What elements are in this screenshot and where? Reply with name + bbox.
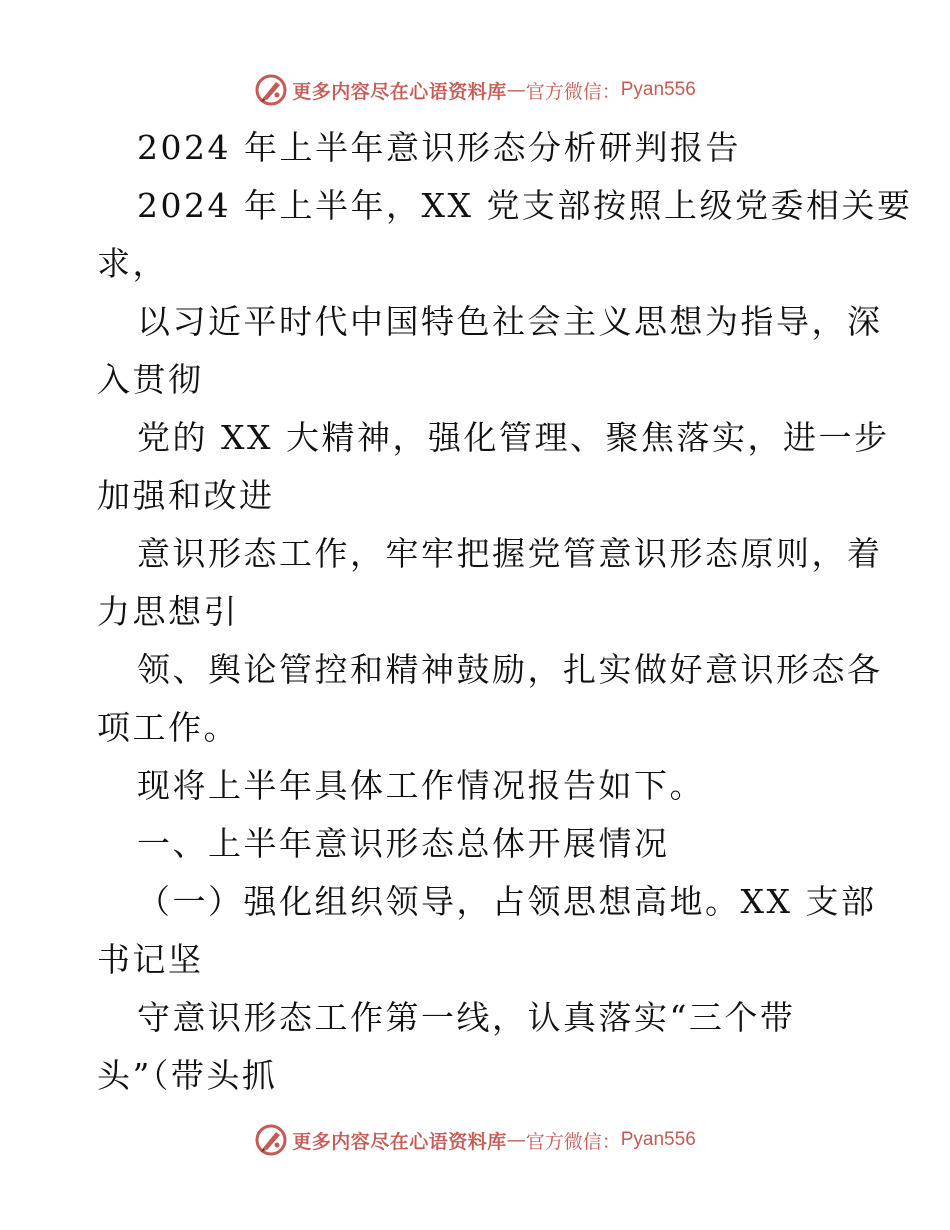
watermark-text: 更多内容尽在心语资料库 xyxy=(292,1130,507,1153)
section-heading: 一、上半年意识形态总体开展情况 xyxy=(137,824,670,863)
paragraph-line: 以习近平时代中国特色社会主义思想为指导，深 xyxy=(137,302,883,341)
footer-watermark xyxy=(0,1120,950,1160)
header-watermark xyxy=(0,70,950,110)
paragraph-line: 项工作。 xyxy=(97,708,239,747)
paragraph-line: 入贯彻 xyxy=(97,360,204,399)
paragraph-line: 力思想引 xyxy=(97,592,239,631)
watermark-contact: 官方微信： xyxy=(525,80,621,103)
paragraph-line: 党的 XX 大精神，强化管理、聚焦落实，进一步 xyxy=(137,418,890,457)
paragraph-line: 头”（带头抓 xyxy=(97,1056,278,1095)
watermark-handle: Pyan556 xyxy=(620,1129,696,1150)
paragraph-line: 现将上半年具体工作情况报告如下。 xyxy=(137,766,705,805)
watermark-separator: — xyxy=(506,1129,526,1151)
paragraph-line: 加强和改进 xyxy=(97,476,275,515)
paragraph-line: 书记坚 xyxy=(97,940,204,979)
pen-circle-logo-icon xyxy=(254,73,288,107)
watermark-separator: — xyxy=(506,79,526,101)
watermark-contact: 官方微信： xyxy=(525,1130,621,1153)
watermark-text: 更多内容尽在心语资料库 xyxy=(292,80,507,103)
paragraph-line: 领、舆论管控和精神鼓励，扎实做好意识形态各 xyxy=(137,650,883,689)
paragraph-line: 意识形态工作，牢牢把握党管意识形态原则，着 xyxy=(137,534,883,573)
paragraph-line: 守意识形态工作第一线，认真落实“三个带 xyxy=(137,998,796,1037)
document-body xyxy=(97,119,913,1105)
pen-circle-logo-icon xyxy=(254,1123,288,1157)
watermark-handle: Pyan556 xyxy=(620,79,696,100)
paragraph-line: 求， xyxy=(97,244,168,283)
paragraph-line: 2024 年上半年，XX 党支部按照上级党委相关要 xyxy=(137,186,913,225)
document-title: 2024 年上半年意识形态分析研判报告 xyxy=(137,128,741,167)
paragraph-line: （一）强化组织领导，占领思想高地。XX 支部 xyxy=(137,882,877,921)
